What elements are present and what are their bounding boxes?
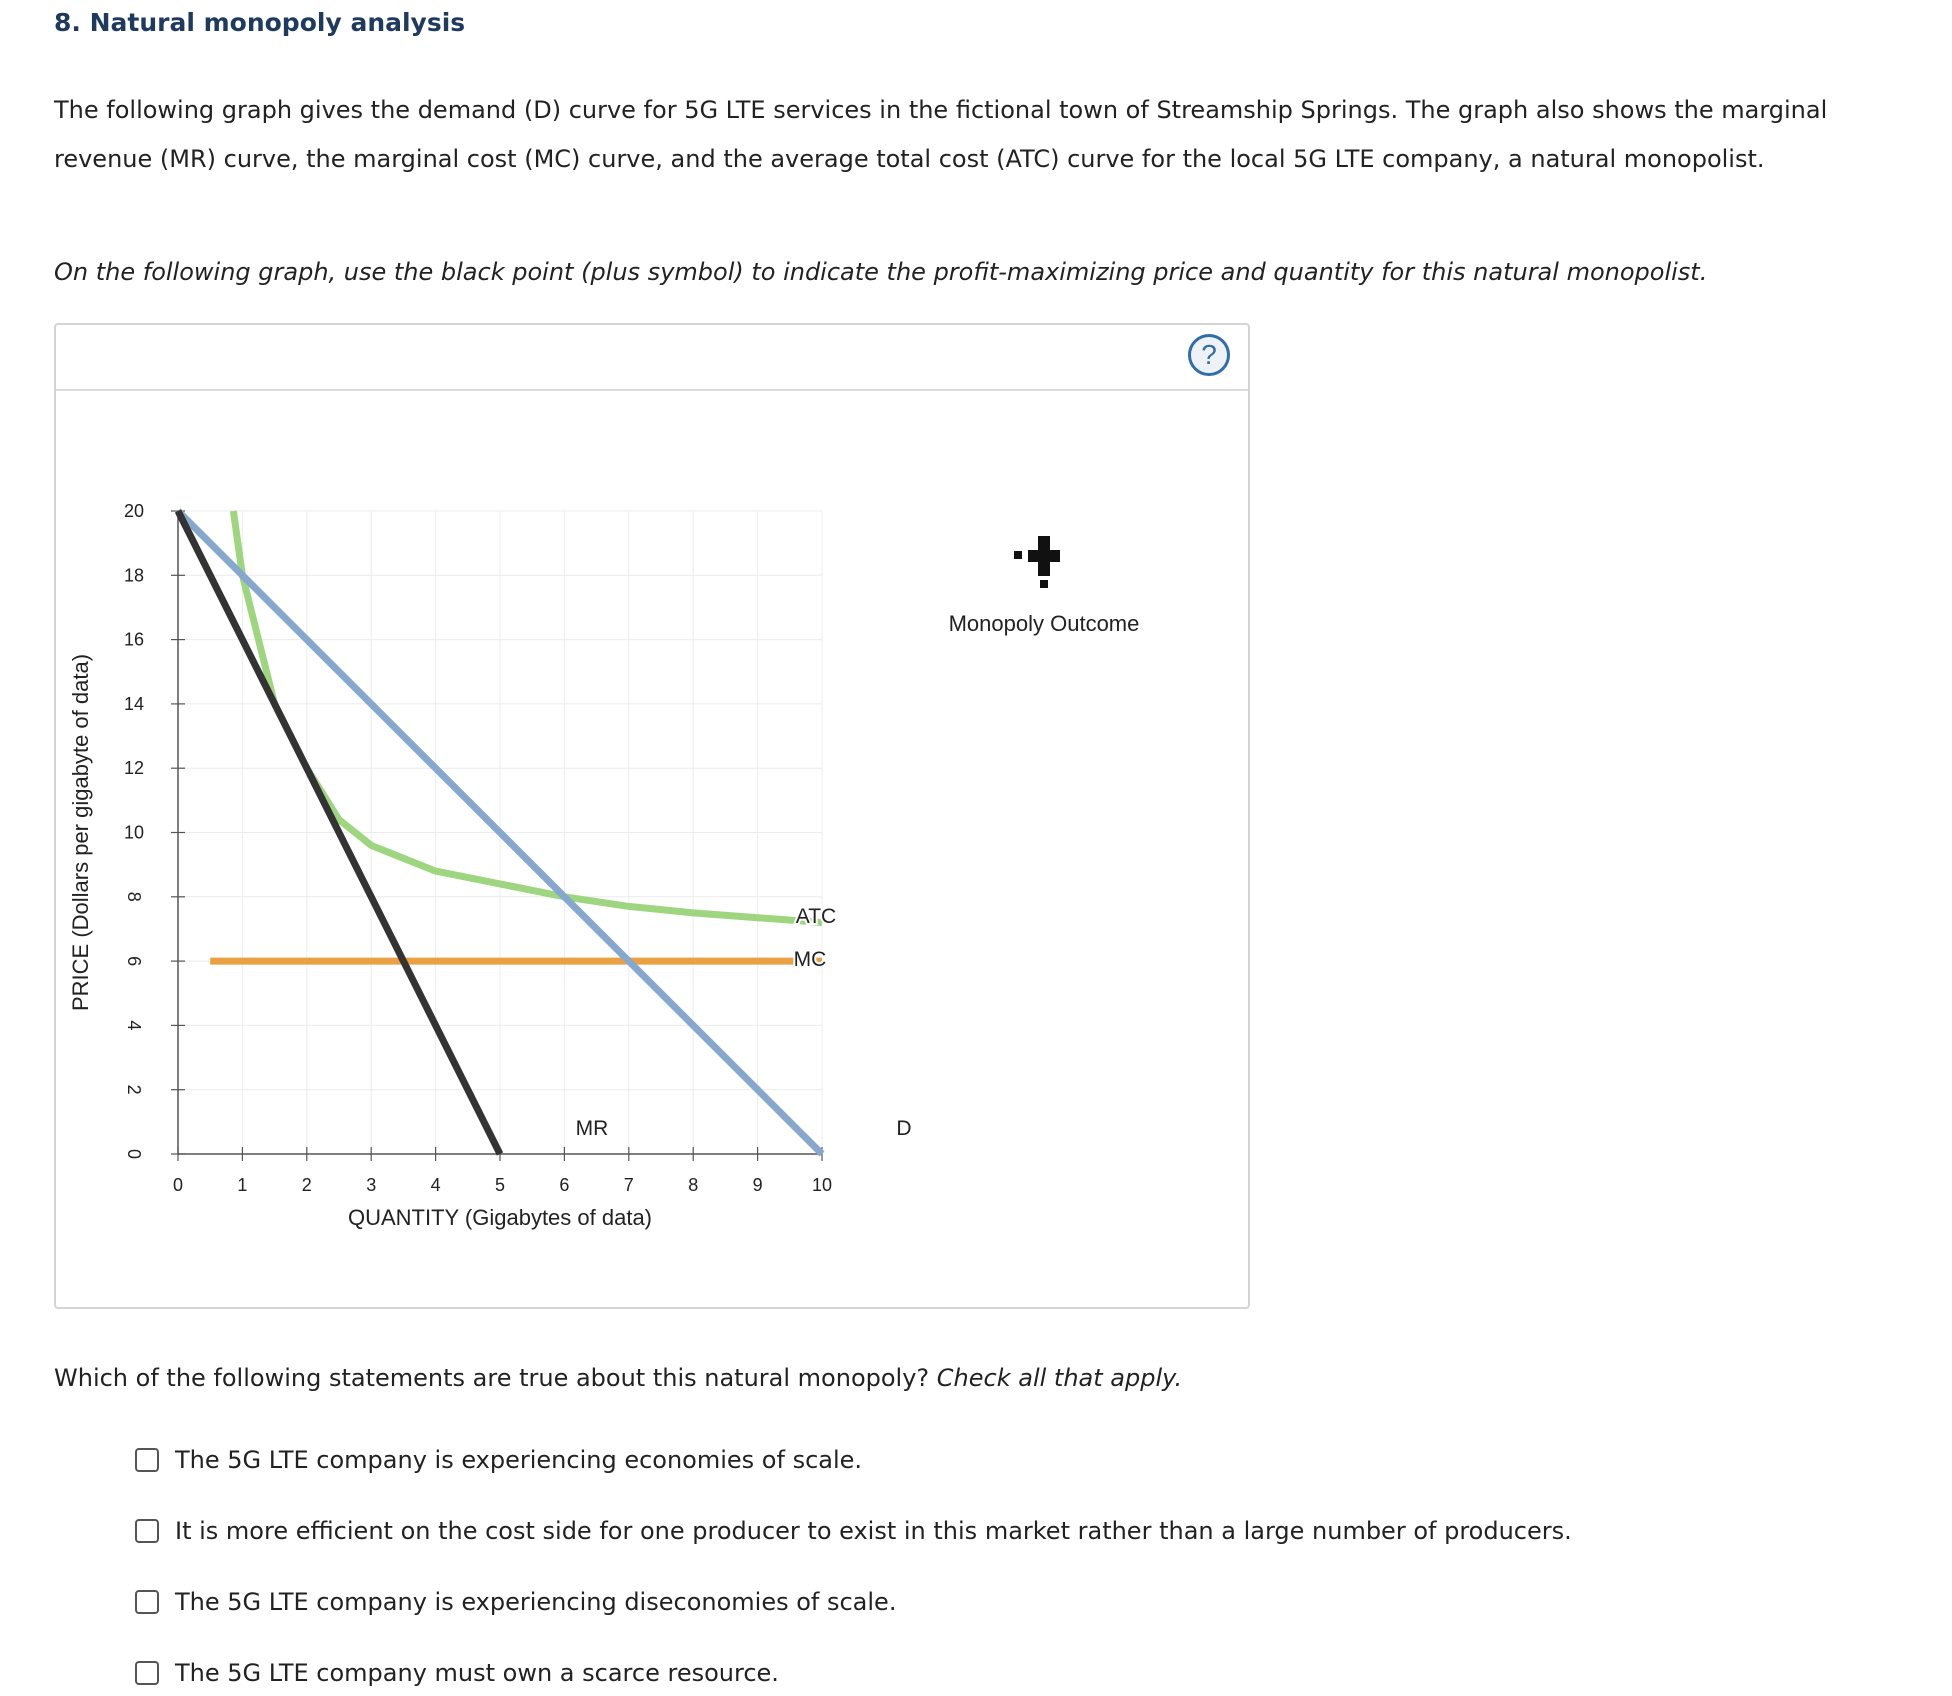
option-one-producer-efficient[interactable] xyxy=(135,1517,1572,1545)
option-diseconomies-of-scale[interactable] xyxy=(135,1588,896,1616)
y-tick-label: 2 xyxy=(124,1084,144,1095)
y-tick-label: 8 xyxy=(124,891,144,902)
checkbox[interactable] xyxy=(135,1661,159,1685)
x-tick-label: 7 xyxy=(623,1175,634,1195)
checkbox[interactable] xyxy=(135,1448,159,1472)
series-label-mr: MR xyxy=(575,1117,609,1140)
plus-point-handle[interactable] xyxy=(1040,580,1048,588)
x-tick-label: 2 xyxy=(301,1175,312,1195)
y-tick-label: 0 xyxy=(124,1148,144,1160)
series-label-d: D xyxy=(896,1117,912,1140)
y-tick-label: 20 xyxy=(123,501,145,521)
x-tick-label: 6 xyxy=(559,1175,570,1195)
x-tick-label: 1 xyxy=(237,1175,248,1195)
question-intro: The following graph gives the demand (D) curve for 5G LTE services in the fictional town of Streamship Springs. The graph also shows the marginal revenue (MR) curve, the marginal cost (MC) curve, and the average total cost (ATC) curve for the local 5G LTE company, a natural monopolist. xyxy=(54,96,1828,173)
y-tick-label: 14 xyxy=(123,693,145,714)
option-economies-of-scale[interactable] xyxy=(135,1446,862,1474)
checkbox[interactable] xyxy=(135,1590,159,1614)
option-scarce-resource[interactable] xyxy=(135,1659,779,1687)
y-tick-label: 12 xyxy=(123,758,145,779)
x-tick-label: 3 xyxy=(366,1175,377,1195)
x-tick-label: 8 xyxy=(688,1175,699,1195)
series-label-mc: MC xyxy=(793,948,827,971)
y-tick-label: 4 xyxy=(124,1020,144,1031)
x-tick-label: 0 xyxy=(172,1175,184,1195)
help-button[interactable]: ? xyxy=(1188,334,1230,376)
option-label: The 5G LTE company is experiencing economies of scale. xyxy=(175,1446,863,1474)
plus-point-handle[interactable] xyxy=(1014,551,1022,559)
statements-prompt xyxy=(54,1364,1182,1392)
question-title: 8. Natural monopoly analysis xyxy=(54,8,466,37)
option-label: The 5G LTE company must own a scarce resource. xyxy=(175,1659,779,1687)
y-tick-label: 16 xyxy=(123,629,145,650)
series-label-atc: ATC xyxy=(795,905,837,928)
y-tick-label: 6 xyxy=(124,956,144,967)
plus-point-icon-bar[interactable] xyxy=(1028,550,1060,562)
graph-instruction: On the following graph, use the black point (plus symbol) to indicate the profit-maximizing price and quantity for this natural monopolist. xyxy=(54,258,1708,286)
statements-prompt-emphasis: Check all that apply. xyxy=(936,1364,1183,1392)
y-axis-title: PRICE (Dollars per gigabyte of data) xyxy=(68,653,93,1012)
x-tick-label: 10 xyxy=(811,1175,833,1195)
y-tick-label: 10 xyxy=(123,822,145,843)
y-tick-label: 18 xyxy=(123,565,145,586)
checkbox[interactable] xyxy=(135,1519,159,1543)
x-tick-label: 9 xyxy=(752,1175,763,1195)
x-tick-label: 4 xyxy=(430,1175,441,1195)
monopoly-outcome-label: Monopoly Outcome xyxy=(948,611,1140,636)
option-label: The 5G LTE company is experiencing diseconomies of scale. xyxy=(175,1588,897,1616)
x-tick-label: 5 xyxy=(494,1175,506,1195)
monopoly-graph[interactable] xyxy=(56,325,1252,1311)
graph-panel xyxy=(54,323,1250,1309)
x-axis-title: QUANTITY (Gigabytes of data) xyxy=(347,1205,653,1230)
statements-prompt-text: Which of the following statements are true about this natural monopoly? xyxy=(54,1364,930,1392)
option-label: It is more efficient on the cost side for one producer to exist in this market rather than a large number of producers. xyxy=(175,1517,1572,1545)
